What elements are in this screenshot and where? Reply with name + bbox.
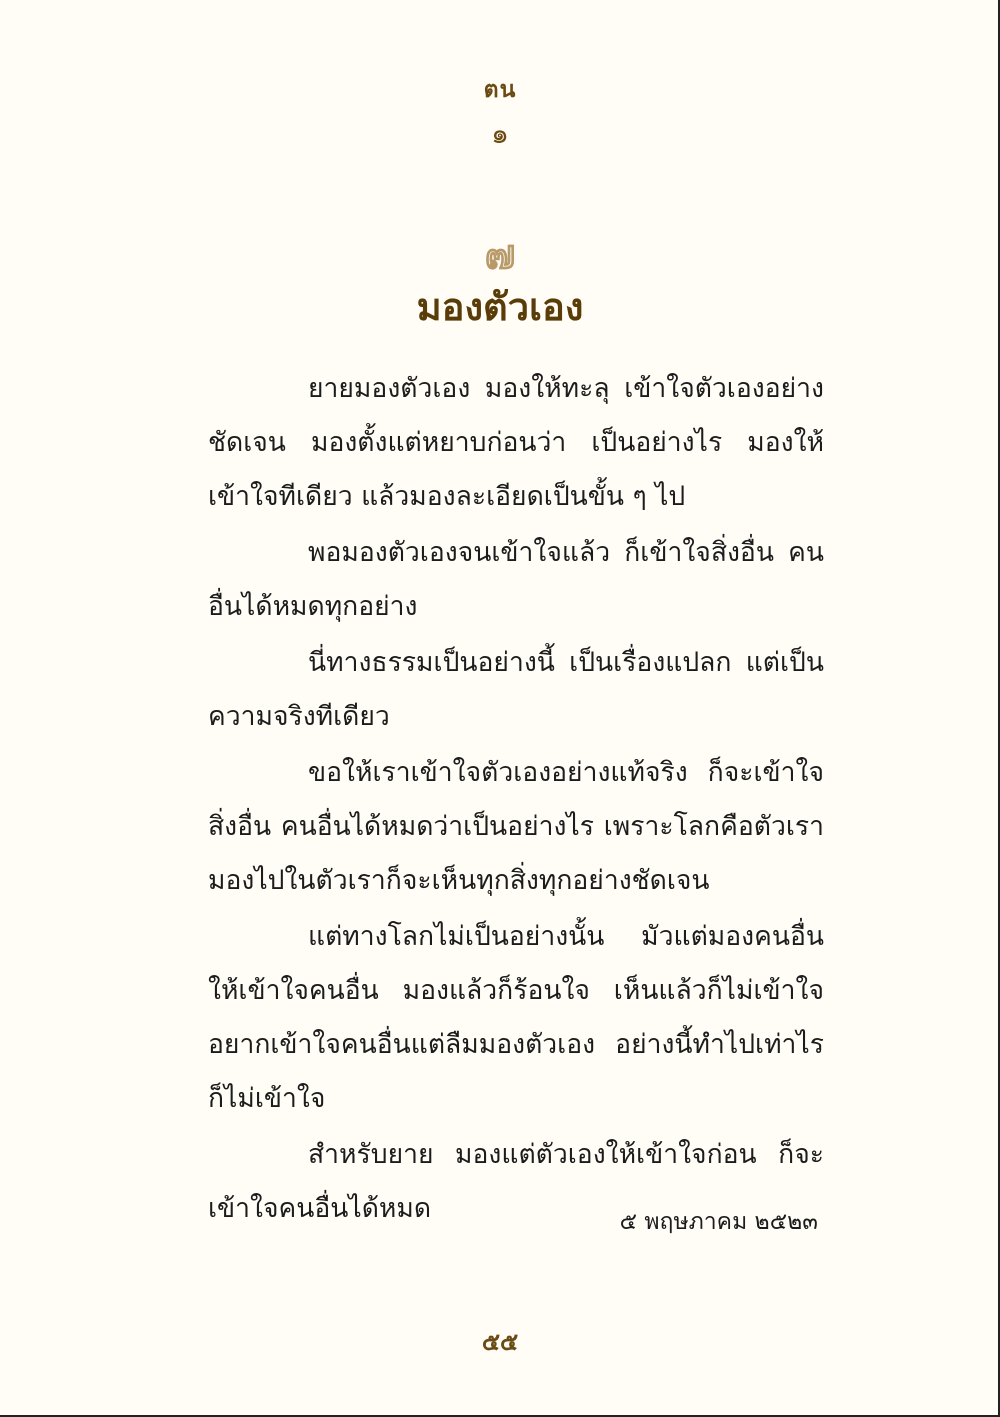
date-line: ๕ พฤษภาคม ๒๕๒๓ <box>619 1209 818 1235</box>
body-text <box>208 362 824 1236</box>
paragraph: ขอให้เราเข้าใจตัวเองอย่างแท้จริง ก็จะเข้าใจสิ่งอื่น คนอื่นได้หมดว่าเป็นอย่างไร เพราะโลกคือตัวเรามองไปในตัวเราก็จะเห็นทุกสิ่งทุกอย่างชัดเจน <box>208 757 824 896</box>
paragraph: นี่ทางธรรมเป็นอย่างนี้ เป็นเรื่องแปลก แต่เป็นความจริงทีเดียว <box>208 647 824 732</box>
section-number: ๑ <box>491 117 509 150</box>
chapter-title: มองตัวเอง <box>416 285 584 329</box>
page-number: ๕๕ <box>481 1328 519 1356</box>
paragraph: แต่ทางโลกไม่เป็นอย่างนั้น มัวแต่มองคนอื่น ให้เข้าใจคนอื่น มองแล้วก็ร้อนใจ เห็นแล้วก็ไม่เข้าใจ อยากเข้าใจคนอื่นแต่ลืมมองตัวเอง อย่างนี้ทำไปเท่าไรก็ไม่เข้าใจ <box>208 921 824 1114</box>
paragraph: สำหรับยาย มองแต่ตัวเองให้เข้าใจก่อน ก็จะเข้าใจคนอื่นได้หมด <box>208 1139 824 1224</box>
paragraph: ยายมองตัวเอง มองให้ทะลุ เข้าใจตัวเองอย่างชัดเจน มองตั้งแต่หยาบก่อนว่า เป็นอย่างไร มองให้เข้าใจทีเดียว แล้วมองละเอียดเป็นขั้น ๆ ไป <box>208 373 824 512</box>
section-label: ตน <box>483 77 517 103</box>
paragraph: พอมองตัวเองจนเข้าใจแล้ว ก็เข้าใจสิ่งอื่น คนอื่นได้หมดทุกอย่าง <box>208 537 824 622</box>
chapter-number: ๗ <box>484 232 516 278</box>
